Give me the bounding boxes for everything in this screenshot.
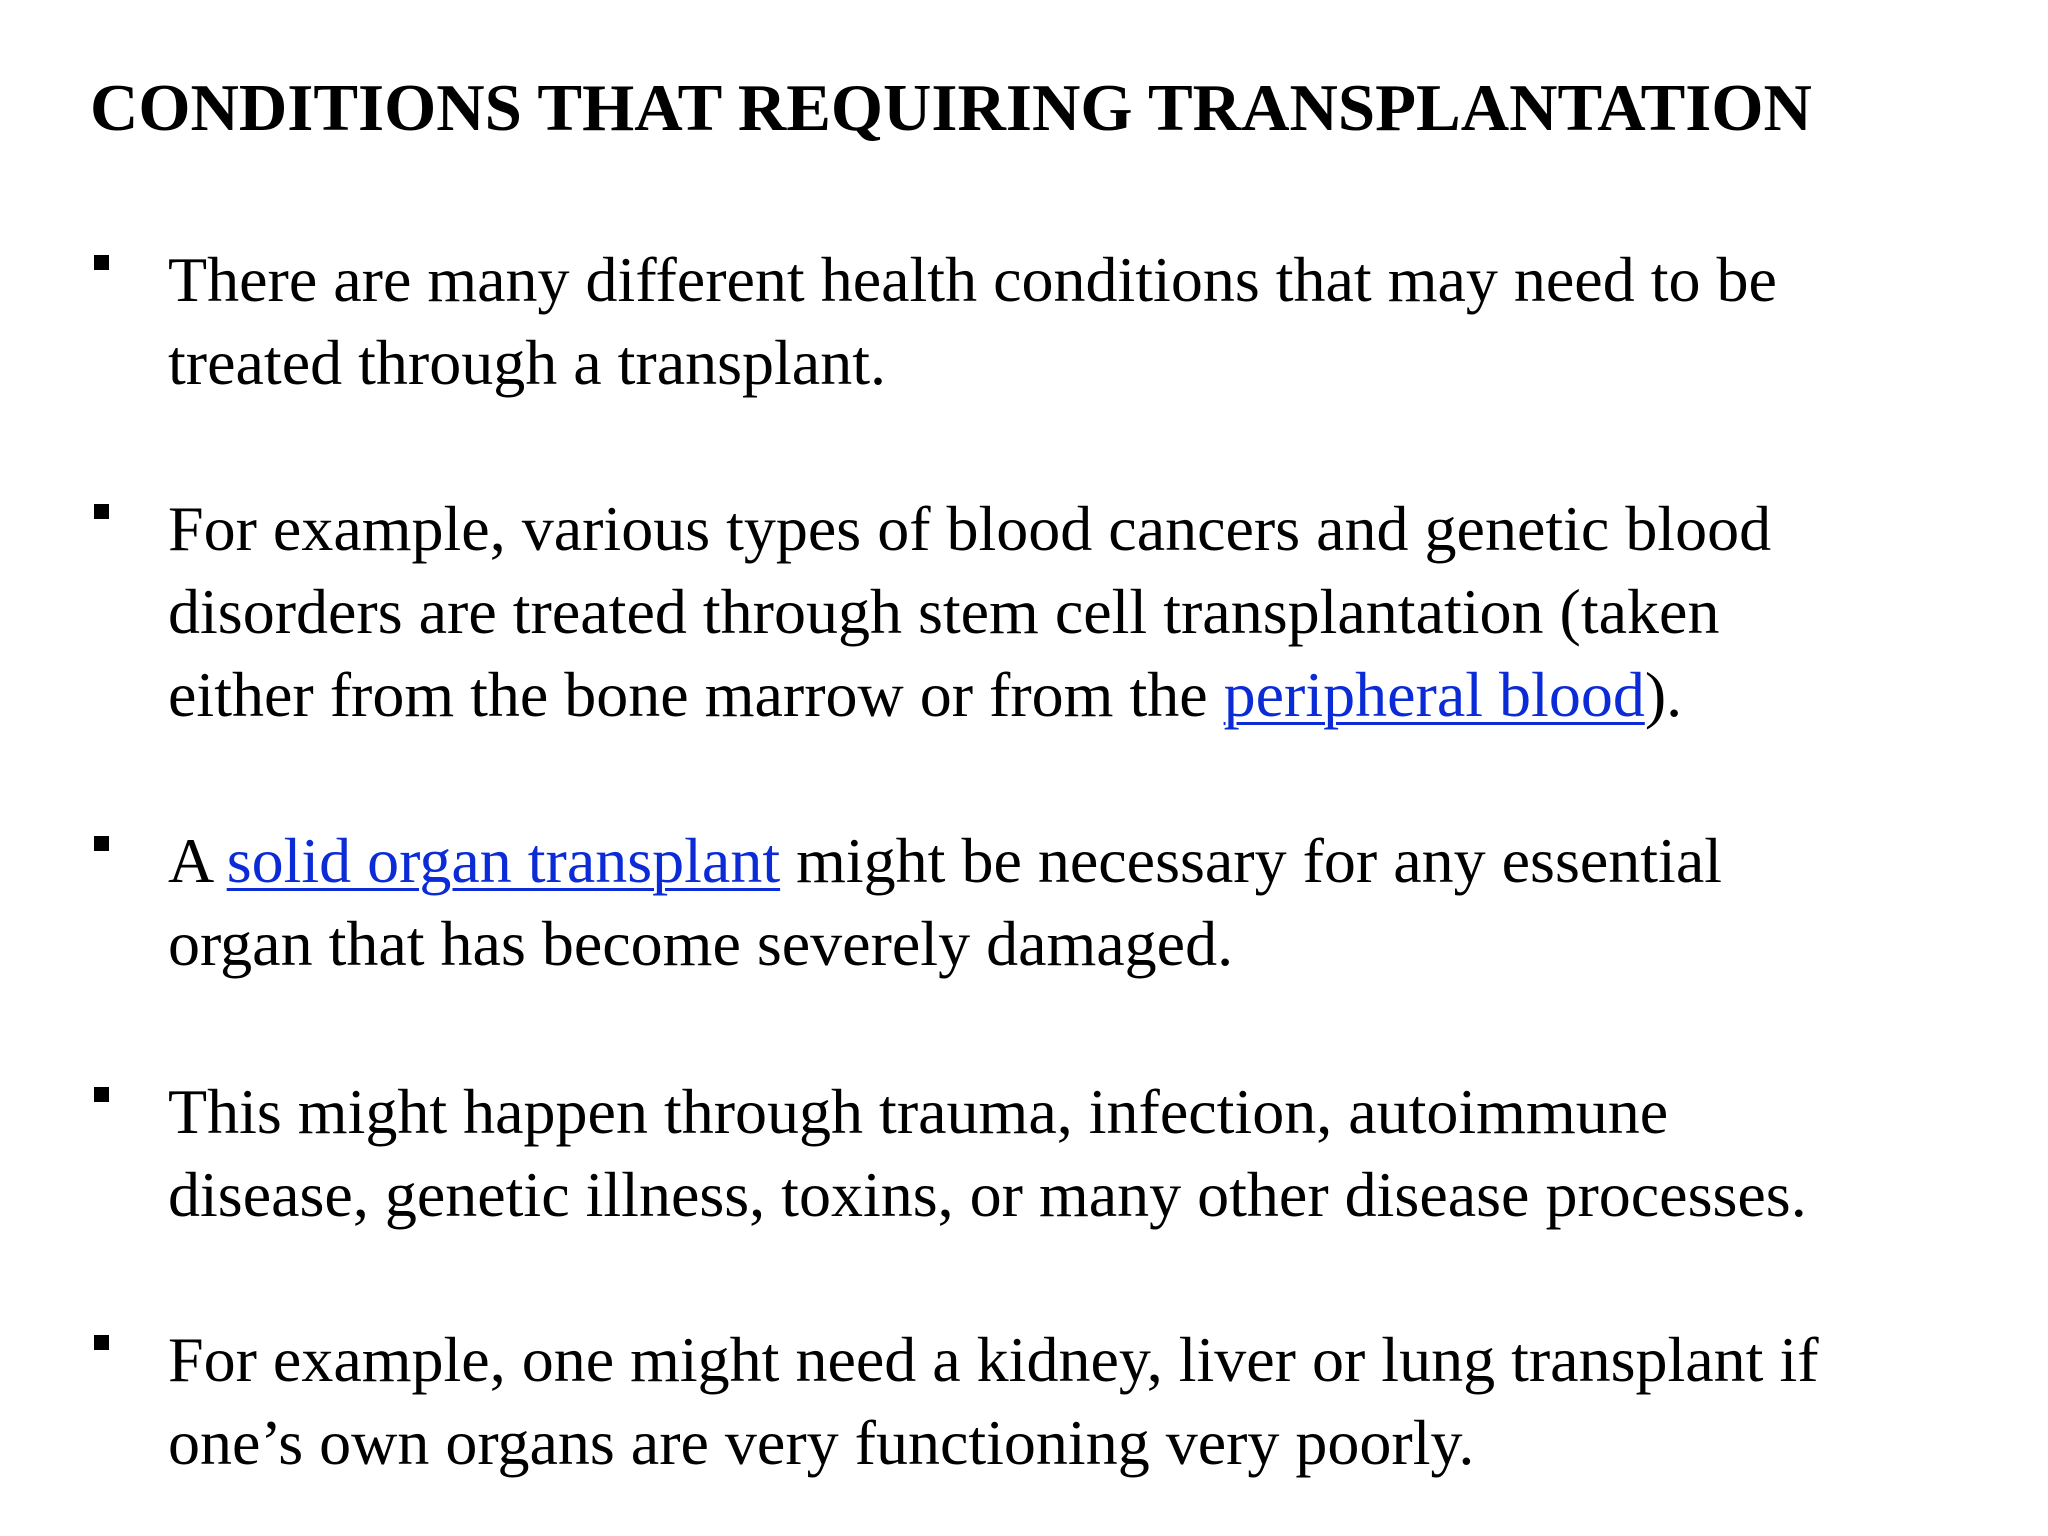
bullet-line: disease, genetic illness, toxins, or many other disease processes. (168, 1159, 1807, 1230)
bullet-line: For example, one might need a kidney, liver or lung transplant if (168, 1324, 1819, 1395)
bullet-text (168, 819, 2028, 985)
square-bullet-icon (94, 1335, 109, 1350)
peripheral-blood-link[interactable]: peripheral blood (1223, 659, 1645, 730)
bullet-line (168, 653, 2028, 736)
square-bullet-icon (94, 836, 109, 851)
bullet-line: This might happen through trauma, infection, autoimmune (168, 1076, 1669, 1147)
bullet-line: one’s own organs are very functioning very poorly. (168, 1407, 1475, 1478)
bullet-line: disorders are treated through stem cell transplantation (taken (168, 576, 1720, 647)
bullet-text (168, 1318, 2028, 1484)
slide-title: CONDITIONS THAT REQUIRING TRANSPLANTATION (90, 71, 1812, 145)
bullet-line: organ that has become severely damaged. (168, 908, 1234, 979)
bullet-line: treated through a transplant. (168, 327, 886, 398)
square-bullet-icon (94, 1087, 109, 1102)
bullet-line: For example, various types of blood cancers and genetic blood (168, 493, 1772, 564)
bullet-text-segment: A (168, 825, 227, 896)
bullet-text-segment: might be necessary for any essential (780, 825, 1722, 896)
bullet-text (168, 1070, 2028, 1236)
bullet-line (168, 819, 2028, 902)
square-bullet-icon (94, 504, 109, 519)
bullet-text (168, 487, 2028, 736)
solid-organ-transplant-link[interactable]: solid organ transplant (226, 825, 781, 896)
bullet-text-segment: ). (1644, 659, 1683, 730)
bullet-text-segment: either from the bone marrow or from the (168, 659, 1224, 730)
bullet-text (168, 238, 2028, 404)
square-bullet-icon (94, 255, 109, 270)
bullet-line: There are many different health conditions that may need to be (168, 244, 1777, 315)
